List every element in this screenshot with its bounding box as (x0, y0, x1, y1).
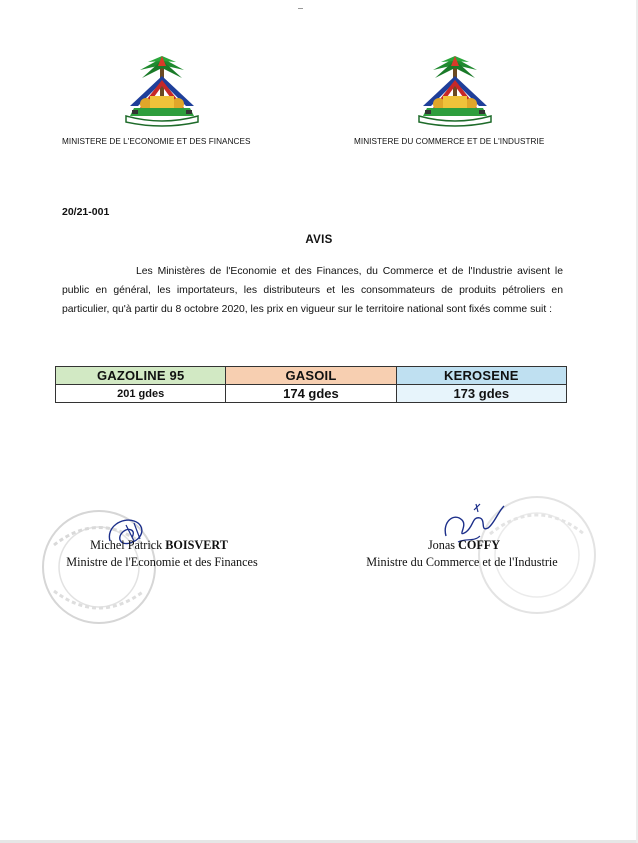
signatory-right-title: Ministre du Commerce et de l'Industrie (366, 555, 558, 569)
haiti-coat-of-arms-icon (405, 52, 505, 130)
price-gasoil: 174 gdes (226, 385, 396, 403)
notice-body: Les Ministères de l'Economie et des Finances, du Commerce et de l'Industrie avisent le public en général, les importateurs, les distributeurs et les consommateurs de produits pétroliers en particulier, qu'à partir du 8 octobre 2020, les prix en vigueur sur le territoire national sont fixés comme suit : (62, 266, 563, 315)
header-gazoline: GAZOLINE 95 (56, 367, 226, 385)
header-kerosene: KEROSENE (396, 367, 566, 385)
price-table (55, 366, 567, 403)
price-table-value-row (56, 385, 567, 403)
price-gazoline: 201 gdes (56, 385, 226, 403)
ministry-left-label: MINISTERE DE L'ECONOMIE ET DES FINANCES (62, 137, 251, 146)
price-table-header-row (56, 367, 567, 385)
header-gasoil: GASOIL (226, 367, 396, 385)
ministry-right-label: MINISTERE DU COMMERCE ET DE L'INDUSTRIE (354, 137, 545, 146)
signatory-left-title: Ministre de l'Economie et des Finances (66, 555, 258, 569)
signatory-left-name (86, 538, 232, 553)
signatory-left-first-name: Michel Patrick (90, 538, 163, 552)
signatory-right-name (396, 538, 532, 553)
signatory-left-surname: BOISVERT (165, 538, 228, 552)
price-kerosene: 173 gdes (396, 385, 566, 403)
reference-number: 20/21-001 (62, 206, 110, 218)
haiti-coat-of-arms-icon (112, 52, 212, 130)
signatory-right-surname: COFFY (458, 538, 501, 552)
page-title: AVIS (305, 234, 333, 246)
signatory-right-first-name: Jonas (427, 538, 456, 552)
page-mark (298, 8, 303, 9)
